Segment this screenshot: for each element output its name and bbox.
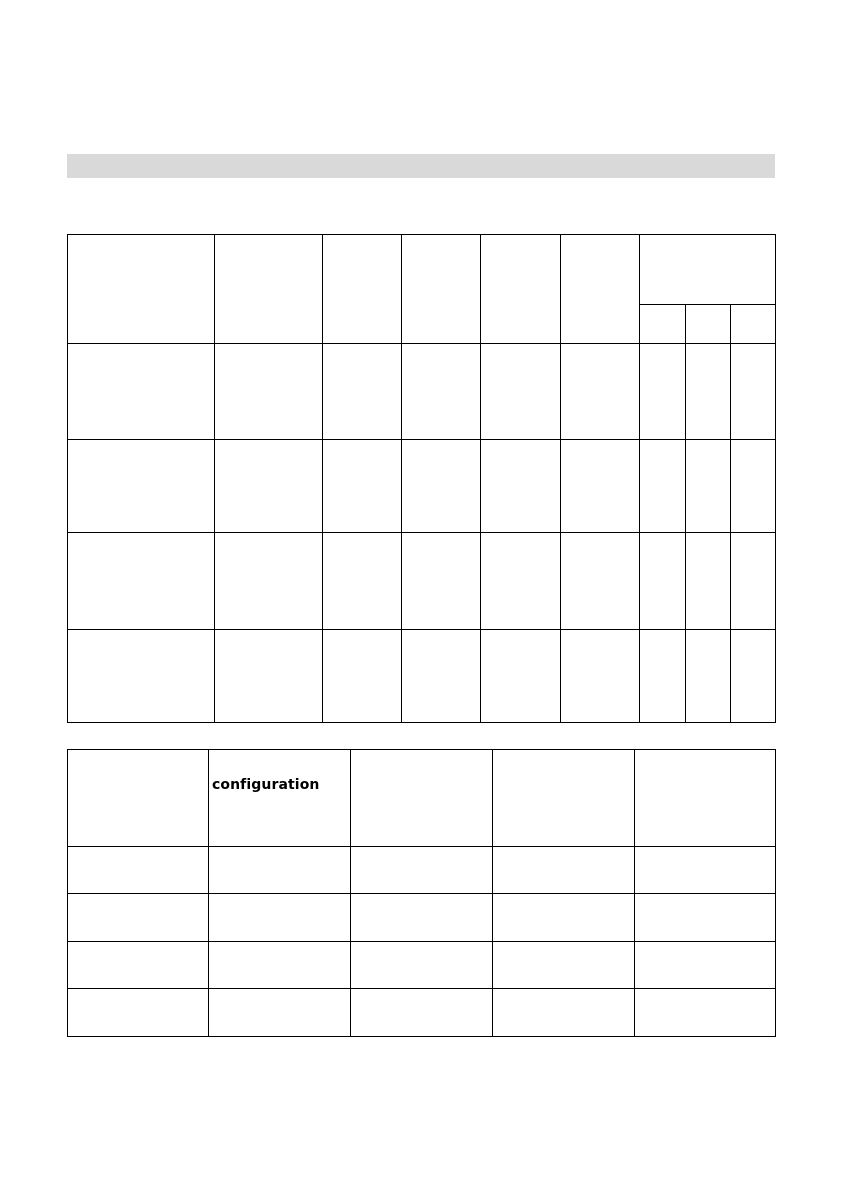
section-header-bar xyxy=(67,154,775,178)
header-cell xyxy=(402,235,481,344)
table-cell xyxy=(635,989,776,1037)
table-row xyxy=(68,894,776,942)
table-cell xyxy=(481,533,561,630)
table-cell xyxy=(640,630,686,723)
header-cell xyxy=(635,750,776,847)
table-cell xyxy=(731,533,776,630)
configuration-table xyxy=(67,749,776,1037)
header-cell xyxy=(68,750,209,847)
subheader-cell xyxy=(731,305,776,344)
table-cell xyxy=(351,894,493,942)
table-cell xyxy=(493,989,635,1037)
table-cell xyxy=(68,942,209,989)
table-row xyxy=(68,847,776,894)
table-header-row xyxy=(68,750,776,847)
table-cell xyxy=(686,344,731,440)
table-cell xyxy=(731,630,776,723)
table-cell xyxy=(686,440,731,533)
table-cell xyxy=(215,440,323,533)
table-cell xyxy=(68,533,215,630)
header-cell xyxy=(351,750,493,847)
table-cell xyxy=(351,942,493,989)
table-cell xyxy=(640,440,686,533)
table-cell xyxy=(402,440,481,533)
table-cell xyxy=(635,942,776,989)
table-cell xyxy=(481,630,561,723)
table-cell xyxy=(481,440,561,533)
table-cell xyxy=(493,847,635,894)
table-cell xyxy=(351,989,493,1037)
table-row xyxy=(68,344,776,440)
subheader-cell xyxy=(686,305,731,344)
header-cell xyxy=(493,750,635,847)
table-cell xyxy=(351,847,493,894)
table-cell xyxy=(561,533,640,630)
group-header-cell xyxy=(640,235,776,305)
footer-marks xyxy=(0,1186,130,1192)
table-cell xyxy=(402,344,481,440)
table-cell xyxy=(68,440,215,533)
table-cell xyxy=(209,942,351,989)
header-cell xyxy=(215,235,323,344)
table-cell xyxy=(493,942,635,989)
table-cell xyxy=(68,894,209,942)
table-row xyxy=(68,942,776,989)
header-cell-configuration xyxy=(209,750,351,847)
header-cell xyxy=(561,235,640,344)
table-row xyxy=(68,630,776,723)
table-cell xyxy=(323,533,402,630)
table-cell xyxy=(402,533,481,630)
configuration-label: configuration xyxy=(212,777,320,793)
table-cell xyxy=(686,533,731,630)
table-cell xyxy=(731,440,776,533)
table-cell xyxy=(481,344,561,440)
table-cell xyxy=(68,847,209,894)
table-cell xyxy=(323,344,402,440)
table-cell xyxy=(68,989,209,1037)
table-cell xyxy=(635,894,776,942)
table-cell xyxy=(323,440,402,533)
table-cell xyxy=(209,989,351,1037)
table-cell xyxy=(215,344,323,440)
table-cell xyxy=(402,630,481,723)
table-row xyxy=(68,533,776,630)
table-cell xyxy=(561,630,640,723)
spec-table xyxy=(67,234,776,723)
header-cell xyxy=(68,235,215,344)
table-cell xyxy=(731,344,776,440)
table-cell xyxy=(493,894,635,942)
table-cell xyxy=(215,630,323,723)
table-cell xyxy=(640,344,686,440)
table-cell xyxy=(68,344,215,440)
table-row xyxy=(68,440,776,533)
header-cell xyxy=(481,235,561,344)
header-cell xyxy=(323,235,402,344)
table-cell xyxy=(635,847,776,894)
table-cell xyxy=(640,533,686,630)
table-row xyxy=(68,989,776,1037)
table-cell xyxy=(561,440,640,533)
table-cell xyxy=(209,847,351,894)
table-cell xyxy=(209,894,351,942)
subheader-cell xyxy=(640,305,686,344)
table-cell xyxy=(215,533,323,630)
table-cell xyxy=(686,630,731,723)
table-cell xyxy=(561,344,640,440)
table-cell xyxy=(68,630,215,723)
table-cell xyxy=(323,630,402,723)
table-header-row xyxy=(68,235,776,305)
